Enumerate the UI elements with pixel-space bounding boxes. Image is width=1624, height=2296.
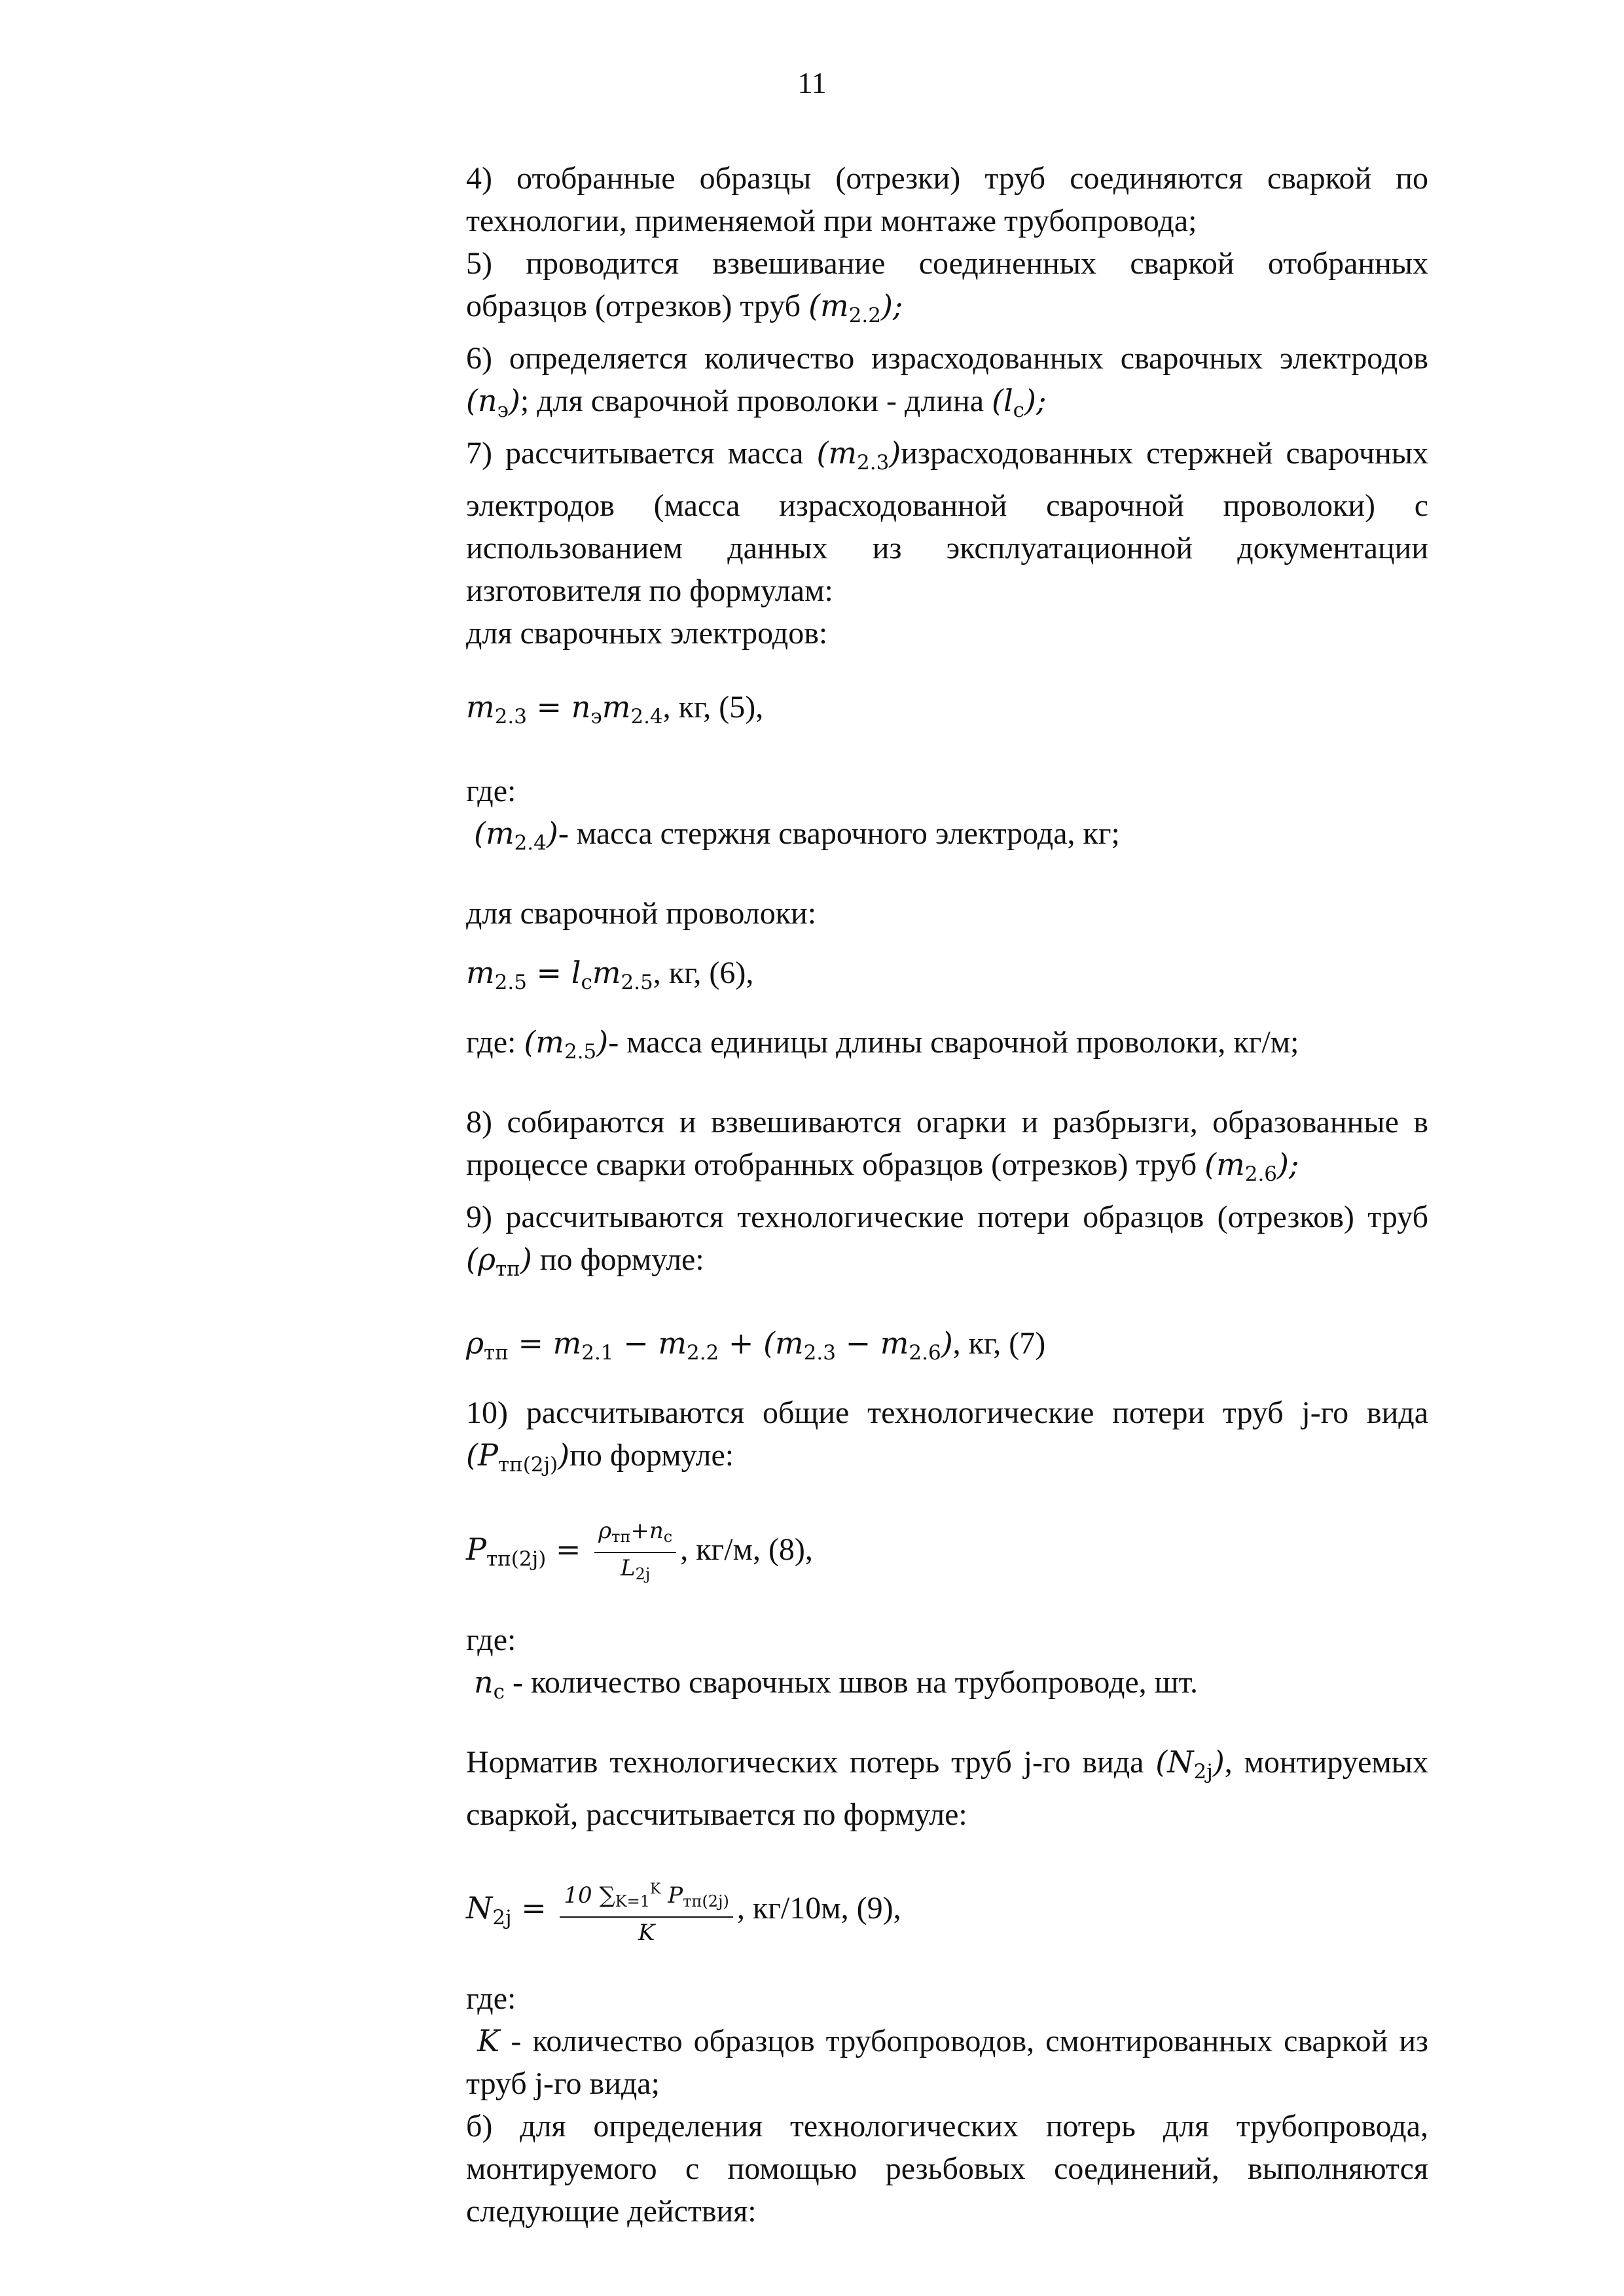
- step-4: 4) отобранные образцы (отрезки) труб соединяются сваркой по технологии, применяемой при монтаже трубопровода;: [466, 161, 1428, 238]
- step-5: 5) проводится взвешивание соединенных сваркой отобранных образцов (отрезков) труб $(m_{2.2})$;: [466, 246, 1428, 327]
- for-wire-label: для сварочной проволоки:: [466, 896, 817, 931]
- formula-8: $P_{тп(2j)}$ = $\frac{\rho_{тп}+n_c}{L_{2j}}$ , кг/м, (8),: [466, 1518, 813, 1583]
- k-definition: K - количество образцов трубопроводов, смонтированных сваркой из труб j-го вида;: [466, 2023, 1429, 2101]
- norm-paragraph: Норматив технологических потерь труб j-го вида $(N_{2j})$, монтируемых сваркой, рассчитывается по формуле:: [466, 1744, 1428, 1832]
- step-9: 9) рассчитываются технологические потери образцов (отрезков) труб $(\rho_{тп})$ по формуле:: [466, 1200, 1428, 1281]
- m24-definition: $(m_{2.4})-$ масса стержня сварочного электрода, кг;: [474, 816, 1120, 855]
- step-8: 8) собираются и взвешиваются огарки и разбрызги, образованные в процессе сварки отобранных образцов (отрезков) труб $(m_{2.6})$;: [466, 1105, 1428, 1186]
- m25-definition: где: $(m_{2.5})-$ масса единицы длины сварочной проволоки, кг/м;: [466, 1024, 1299, 1064]
- step-b: б) для определения технологических потерь для трубопровода, монтируемого с помощью резьбовых соединений, выполняются следующие действия:: [466, 2109, 1428, 2229]
- step-6: 6) определяется количество израсходованных сварочных электродов $(n_э)$; для сварочной проволоки - длина $(l_c)$;: [466, 341, 1428, 422]
- formula-7: $\rho_{тп} = m_{2.1} - m_{2.2} + (m_{2.3} - m_{2.6})$, кг, (7): [466, 1325, 1046, 1365]
- formula-6: $m_{2.5} = l_cm_{2.5}$, кг, (6),: [466, 955, 754, 994]
- step-10: 10) рассчитываются общие технологические потери труб j-го вида $(P_{тп(2j)})по$ формуле:: [466, 1395, 1428, 1477]
- where-label-3: где:: [466, 1623, 516, 1657]
- nc-definition: $n_c$ - количество сварочных швов на трубопроводе, шт.: [474, 1664, 1198, 1704]
- step-7: 7) рассчитывается масса $(m_{2.3})израсходованных$ стержней сварочных электродов (масса израсходованной сварочной проволоки) с использованием данных из эксплуатационной документации изготовителя по формулам:: [466, 435, 1429, 608]
- formula-5: $m_{2.3} = n_эm_{2.4}$, кг, (5),: [466, 689, 764, 728]
- document-body: [466, 157, 1428, 2233]
- formula-9: $N_{2j}$ = $\frac{10 \sum_{K=1}^K P_{тп(2j)}}{K}$ , кг/10м, (9),: [466, 1873, 1428, 1950]
- where-label-4: где:: [466, 1981, 516, 2016]
- for-electrodes-label: для сварочных электродов:: [466, 616, 828, 651]
- where-label-1: где:: [466, 774, 516, 808]
- page-number: 11: [797, 66, 827, 99]
